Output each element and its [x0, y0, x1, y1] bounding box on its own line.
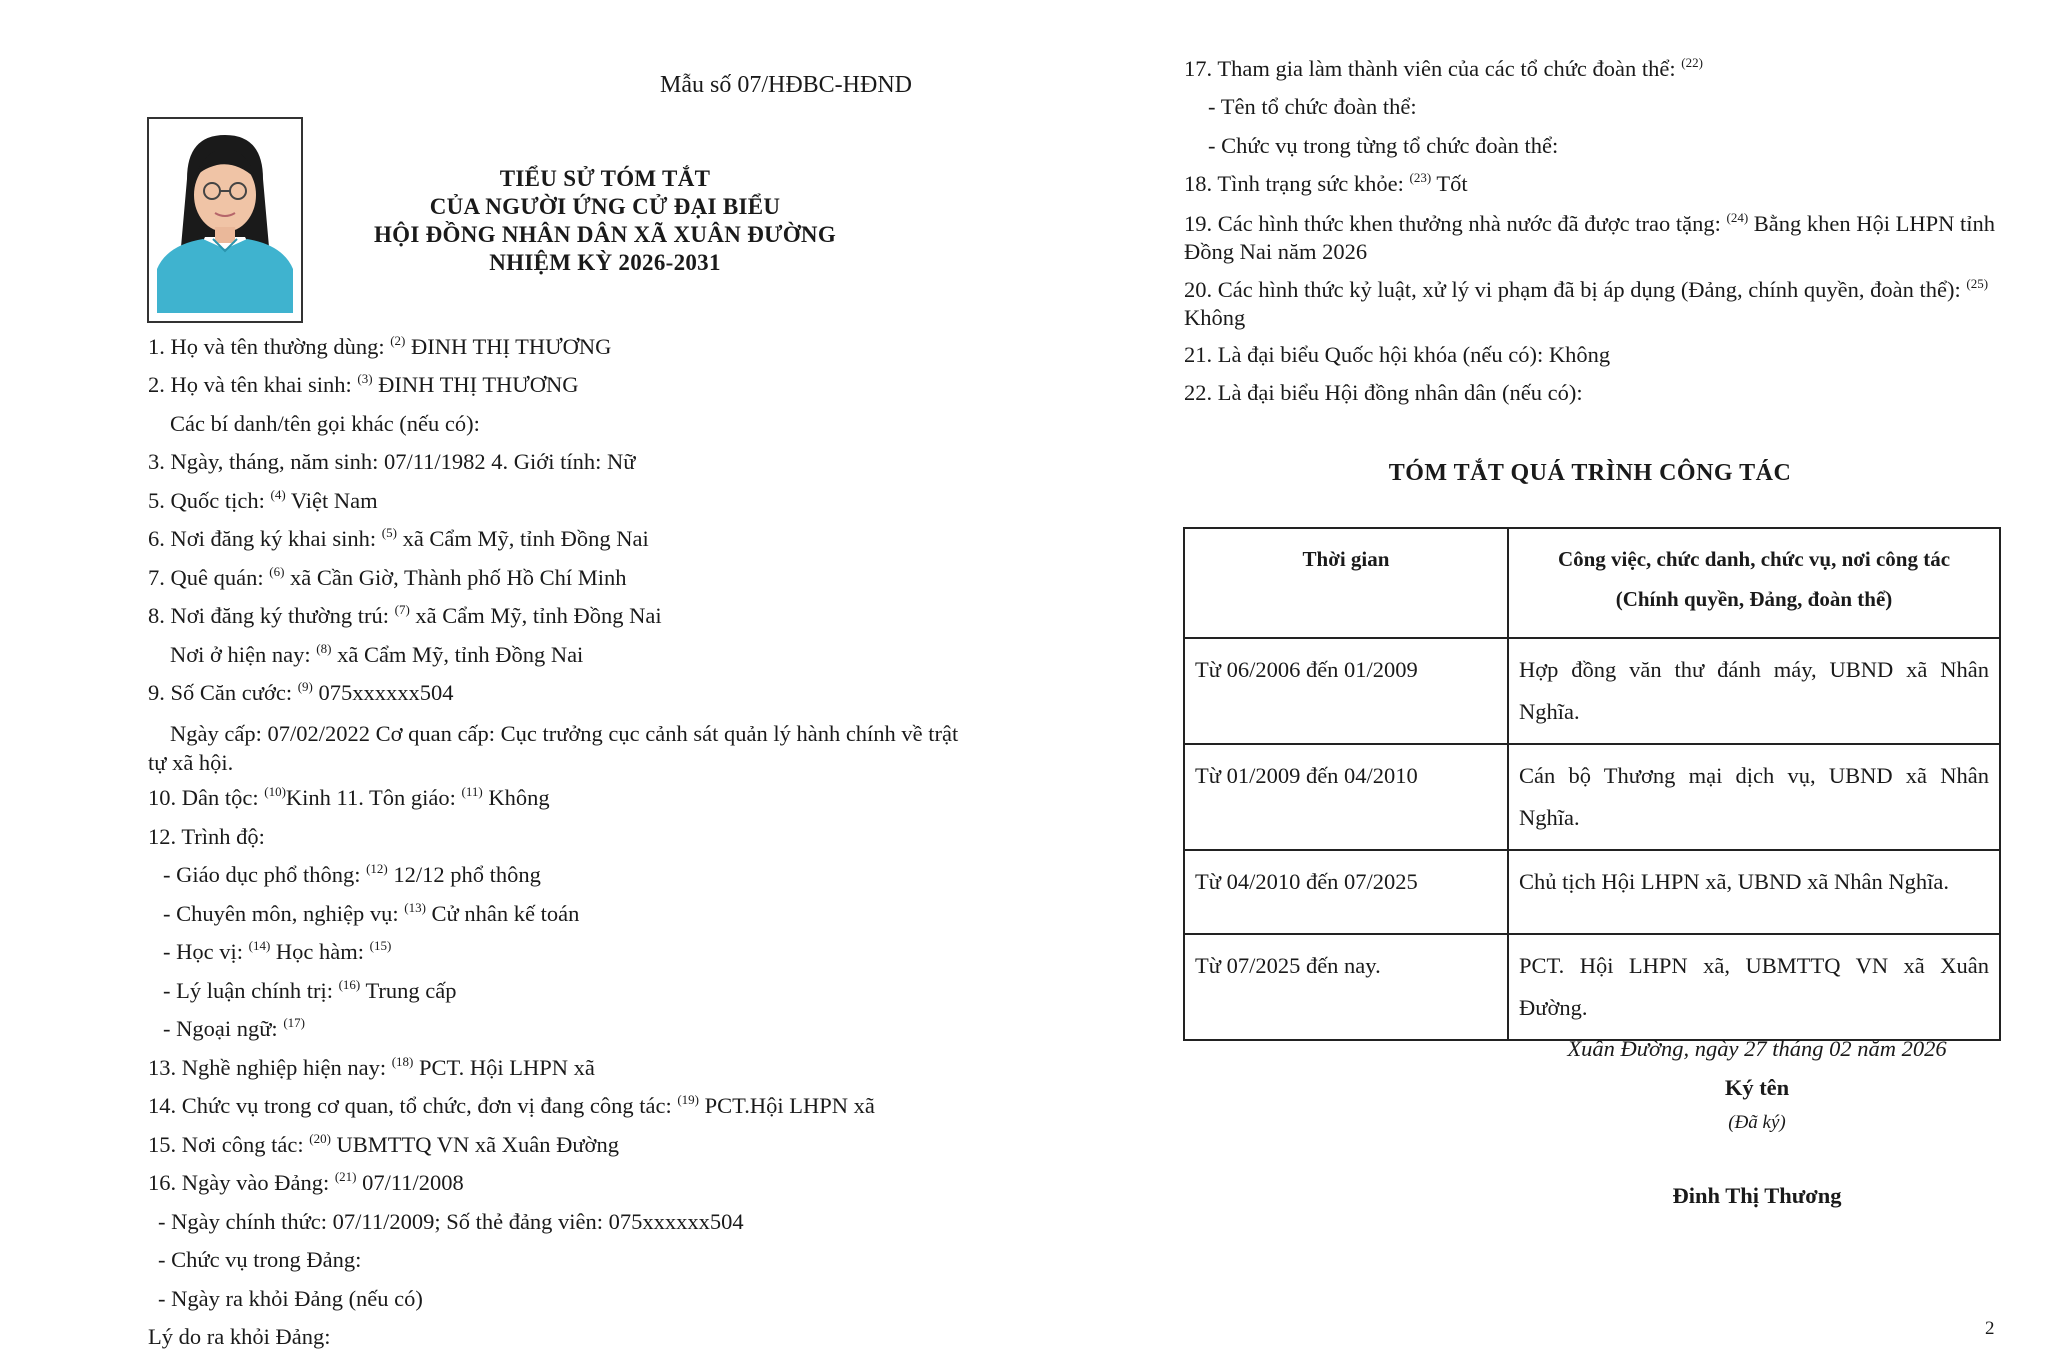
field-health: 18. Tình trạng sức khỏe: $^{(23)}$ Tốt — [1184, 170, 1468, 196]
field-party-join-date: 16. Ngày vào Đảng: $^{(21)}$ 07/11/2008 — [148, 1169, 464, 1195]
field-party-leave-reason: Lý do ra khỏi Đảng: — [148, 1324, 331, 1349]
field-aliases: Các bí danh/tên gọi khác (nếu có): — [170, 411, 480, 436]
cell-description: Chủ tịch Hội LHPN xã, UBND xã Nhân Nghĩa. — [1508, 850, 2000, 934]
signed-note: (Đã ký) — [1728, 1112, 1786, 1133]
work-history-title: TÓM TẮT QUÁ TRÌNH CÔNG TÁC — [1388, 460, 1792, 486]
cell-description: Hợp đồng văn thư đánh máy, UBND xã Nhân Nghĩa. — [1508, 638, 2000, 744]
page-number: 2 — [1985, 1318, 1995, 1339]
form-code: Mẫu số 07/HĐBC-HĐND — [660, 72, 912, 98]
field-party-leave-date: - Ngày ra khỏi Đảng (nếu có) — [158, 1286, 423, 1311]
field-foreign-language: - Ngoại ngữ: $^{(17)}$ — [163, 1015, 305, 1041]
field-professional: - Chuyên môn, nghiệp vụ: $^{(13)}$ Cử nhân kế toán — [163, 900, 580, 926]
field-organization-name: - Tên tổ chức đoàn thể: — [1208, 94, 1417, 119]
signature-place-date: Xuân Đường, ngày 27 tháng 02 năm 2026 — [1567, 1036, 1947, 1061]
field-organizations: 17. Tham gia làm thành viên của các tổ chức đoàn thể: $^{(22)}$ — [1184, 55, 1703, 81]
title-line: HỘI ĐỒNG NHÂN DÂN XÃ XUÂN ĐƯỜNG — [373, 222, 837, 247]
field-education-heading: 12. Trình độ: — [148, 824, 265, 849]
column-header-description: Công việc, chức danh, chức vụ, nơi công tác (Chính quyền, Đảng, đoàn thể) — [1508, 528, 2000, 638]
field-workplace: 15. Nơi công tác: $^{(20)}$ UBMTTQ VN xã Xuân Đường — [148, 1131, 619, 1157]
title-line: NHIỆM KỲ 2026-2031 — [489, 250, 721, 275]
field-party-position: - Chức vụ trong Đảng: — [158, 1247, 362, 1272]
work-history-table — [1183, 527, 2001, 1041]
table-row — [1184, 638, 2000, 744]
title-line: TIỂU SỬ TÓM TẮT — [499, 166, 711, 191]
field-id-issue: Ngày cấp: 07/02/2022 Cơ quan cấp: Cục trưởng cục cảnh sát quản lý hành chính về trật tự xã hội. — [148, 721, 959, 775]
table-row — [1184, 850, 2000, 934]
cell-description: Cán bộ Thương mại dịch vụ, UBND xã Nhân Nghĩa. — [1508, 744, 2000, 850]
field-birth-registration: 6. Nơi đăng ký khai sinh: $^{(5)}$ xã Cẩm Mỹ, tỉnh Đồng Nai — [148, 525, 649, 551]
cell-description: PCT. Hội LHPN xã, UBMTTQ VN xã Xuân Đường. — [1508, 934, 2000, 1040]
field-national-assembly: 21. Là đại biểu Quốc hội khóa (nếu có): Không — [1184, 342, 1611, 367]
portrait-image — [157, 127, 293, 313]
field-political-theory: - Lý luận chính trị: $^{(16)}$ Trung cấp — [163, 977, 457, 1003]
cell-time: Từ 04/2010 đến 07/2025 — [1184, 850, 1508, 934]
table-header-row — [1184, 528, 2000, 638]
field-peoples-council: 22. Là đại biểu Hội đồng nhân dân (nếu có): — [1184, 380, 1583, 405]
field-id-number: 9. Số Căn cước: $^{(9)}$ 075xxxxxx504 — [148, 679, 454, 705]
signer-name: Đinh Thị Thương — [1672, 1183, 1842, 1208]
cell-time: Từ 01/2009 đến 04/2010 — [1184, 744, 1508, 850]
field-common-name: 1. Họ và tên thường dùng: $^{(2)}$ ĐINH THỊ THƯƠNG — [148, 333, 612, 359]
field-birthdate-gender: 3. Ngày, tháng, năm sinh: 07/11/1982 4. Giới tính: Nữ — [148, 449, 636, 474]
cell-time: Từ 06/2006 đến 01/2009 — [1184, 638, 1508, 744]
field-permanent-residence: 8. Nơi đăng ký thường trú: $^{(7)}$ xã Cẩm Mỹ, tỉnh Đồng Nai — [148, 602, 662, 628]
column-header-time: Thời gian — [1184, 528, 1508, 638]
field-occupation: 13. Nghề nghiệp hiện nay: $^{(18)}$ PCT. Hội LHPN xã — [148, 1054, 595, 1080]
title-line: CỦA NGƯỜI ỨNG CỬ ĐẠI BIỂU — [429, 194, 781, 219]
cell-time: Từ 07/2025 đến nay. — [1184, 934, 1508, 1040]
field-birth-name: 2. Họ và tên khai sinh: $^{(3)}$ ĐINH THỊ THƯƠNG — [148, 371, 579, 397]
table-row — [1184, 744, 2000, 850]
field-nationality: 5. Quốc tịch: $^{(4)}$ Việt Nam — [148, 487, 378, 513]
field-current-residence: Nơi ở hiện nay: $^{(8)}$ xã Cẩm Mỹ, tỉnh Đồng Nai — [170, 641, 584, 667]
document-title — [330, 165, 880, 277]
field-organization-position: - Chức vụ trong từng tổ chức đoàn thể: — [1208, 133, 1559, 158]
field-discipline: 20. Các hình thức kỷ luật, xử lý vi phạm đã bị áp dụng (Đảng, chính quyền, đoàn thể): $^{(25)}$ Không — [1184, 276, 1989, 330]
field-degree-title: - Học vị: $^{(14)}$ Học hàm: $^{(15)}$ — [163, 938, 392, 964]
field-ethnicity-religion: 10. Dân tộc: $^{(10)}$Kinh 11. Tôn giáo: $^{(11)}$ Không — [148, 784, 550, 810]
portrait-photo — [147, 117, 303, 323]
table-row — [1184, 934, 2000, 1040]
field-awards: 19. Các hình thức khen thưởng nhà nước đã được trao tặng: $^{(24)}$ Bằng khen Hội LHPN tỉnh Đồng Nai năm 2026 — [1184, 210, 1996, 264]
field-general-education: - Giáo dục phổ thông: $^{(12)}$ 12/12 phổ thông — [163, 861, 541, 887]
field-party-official-date: - Ngày chính thức: 07/11/2009; Số thẻ đảng viên: 075xxxxxx504 — [158, 1209, 744, 1234]
signature-label: Ký tên — [1724, 1075, 1790, 1100]
field-position: 14. Chức vụ trong cơ quan, tổ chức, đơn vị đang công tác: $^{(19)}$ PCT.Hội LHPN xã — [148, 1092, 875, 1118]
field-hometown: 7. Quê quán: $^{(6)}$ xã Cần Giờ, Thành phố Hồ Chí Minh — [148, 564, 627, 590]
